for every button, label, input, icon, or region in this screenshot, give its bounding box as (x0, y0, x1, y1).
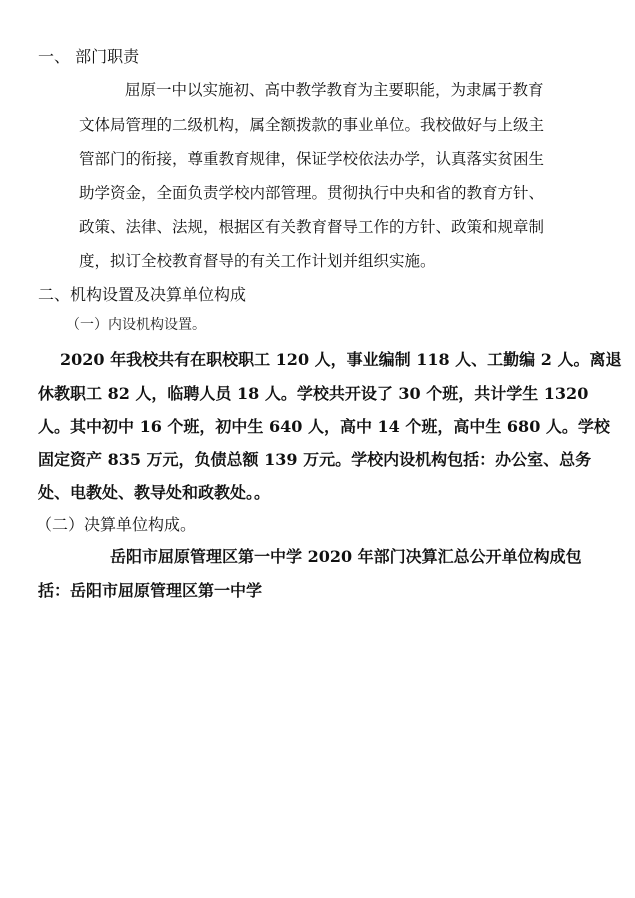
duties-paragraph-line: 屈原一中以实施初、高中教学教育为主要职能，为隶属于教育 (125, 81, 544, 99)
units-paragraph-line: 括：岳阳市屈原管理区第一中学 (38, 581, 263, 600)
structure-paragraph-line: 处、电教处、教导处和政教处。。 (38, 483, 271, 502)
section-heading-duties: 一、 部门职责 (38, 47, 140, 66)
duties-paragraph-line: 管部门的衔接，尊重教育规律，保证学校依法办学，认真落实贫困生 (79, 150, 545, 168)
duties-paragraph-line: 政策、法律、法规，根据区有关教育督导工作的方针、政策和规章制 (79, 218, 545, 236)
subheading-internal-structure: （一）内设机构设置。 (66, 317, 206, 333)
structure-paragraph-line: 休教职工 82 人，临聘人员 18 人。学校共开设了 30 个班，共计学生 1320 (38, 384, 589, 403)
duties-paragraph-line: 度，拟订全校教育督导的有关工作计划并组织实施。 (79, 252, 436, 270)
duties-paragraph-line: 助学资金，全面负责学校内部管理。贯彻执行中央和省的教育方针、 (79, 184, 545, 202)
subheading-final-accounts-units: （二）决算单位构成。 (36, 515, 197, 534)
structure-paragraph-line: 2020 年我校共有在职校职工 120 人，事业编制 118 人、工勤编 2 人。离退 (60, 350, 622, 369)
duties-paragraph-line: 文体局管理的二级机构，属全额拨款的事业单位。我校做好与上级主 (79, 116, 545, 134)
structure-paragraph-line: 人。其中初中 16 个班，初中生 640 人，高中 14 个班，高中生 680 人。学校 (38, 417, 610, 436)
units-paragraph-line: 岳阳市屈原管理区第一中学 2020 年部门决算汇总公开单位构成包 (110, 547, 582, 566)
section-heading-organization: 二、机构设置及决算单位构成 (38, 285, 247, 304)
structure-paragraph-line: 固定资产 835 万元，负债总额 139 万元。学校内设机构包括：办公室、总务 (38, 450, 592, 469)
